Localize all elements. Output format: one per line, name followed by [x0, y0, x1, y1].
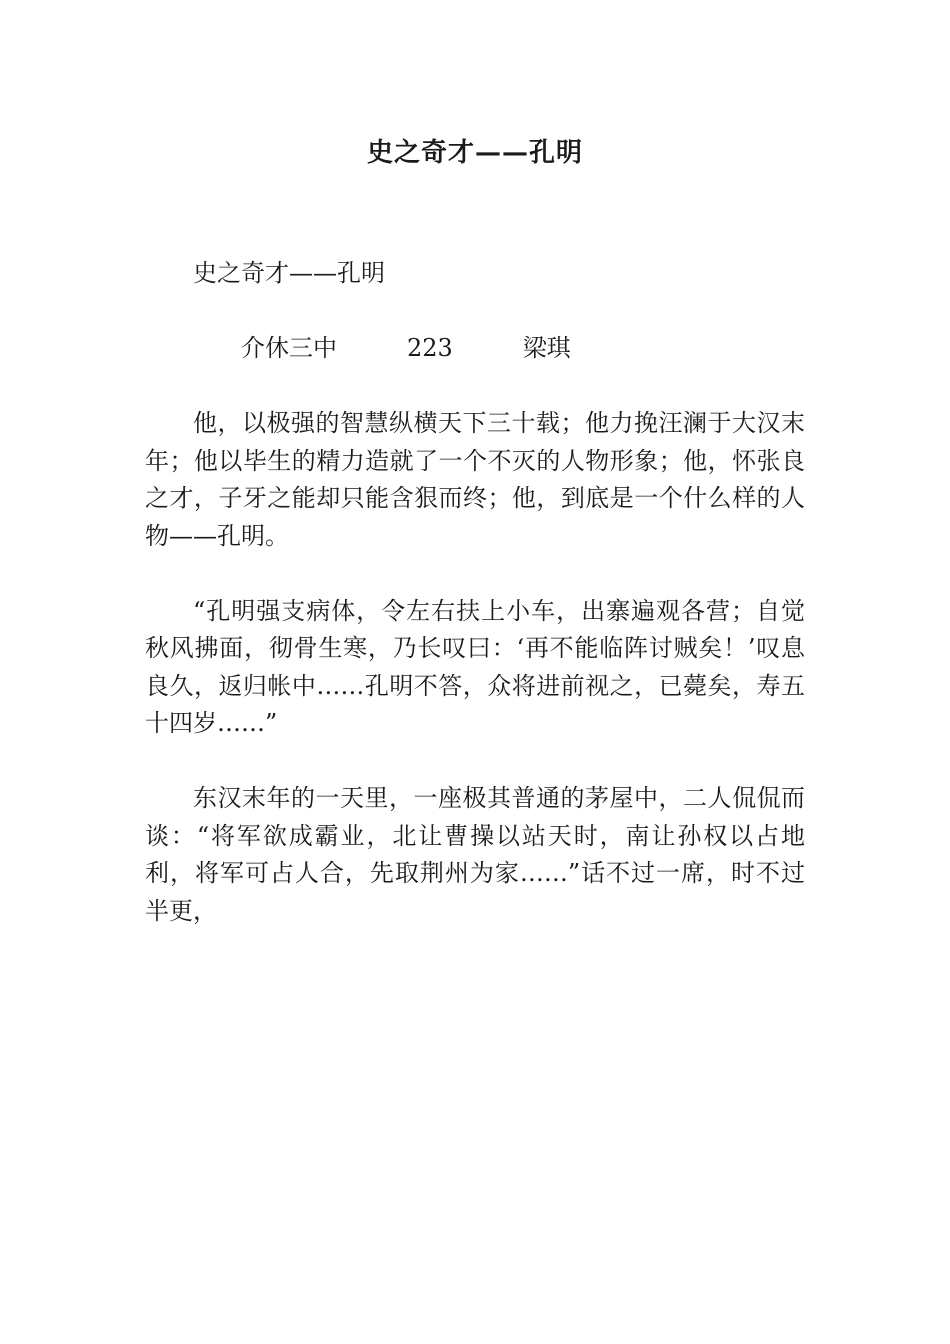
spacer: [145, 555, 805, 593]
author-name: 梁琪: [522, 334, 571, 362]
document-body: [145, 255, 805, 930]
author-school: 介休三中: [241, 334, 337, 362]
spacer: [145, 743, 805, 781]
paragraph-2: “孔明强支病体，令左右扶上小车，出寨遍观各营；自觉秋风拂面，彻骨生寒，乃长叹曰：‘再不能临阵讨贼矣！’叹息良久，返归帐中……孔明不答，众将进前视之，已薨矣，寿五十四岁……”: [145, 596, 805, 737]
spacer: [145, 293, 805, 331]
document-title: 史之奇才——孔明: [366, 138, 583, 168]
author-line: [145, 330, 805, 368]
author-class: 223: [407, 334, 453, 362]
paragraph-3: 东汉末年的一天里，一座极其普通的茅屋中，二人侃侃而谈：“将军欲成霸业，北让曹操以站天时，南让孙权以占地利，将军可占人合，先取荆州为家……”话不过一席，时不过半更，: [145, 784, 805, 925]
paragraph-1: 他，以极强的智慧纵横天下三十载；他力挽汪澜于大汉末年；他以毕生的精力造就了一个不灭的人物形象；他，怀张良之才，子牙之能却只能含狠而终；他，到底是一个什么样的人物——孔明。: [145, 409, 805, 550]
spacer: [145, 368, 805, 406]
subtitle: 史之奇才——孔明: [193, 259, 385, 287]
